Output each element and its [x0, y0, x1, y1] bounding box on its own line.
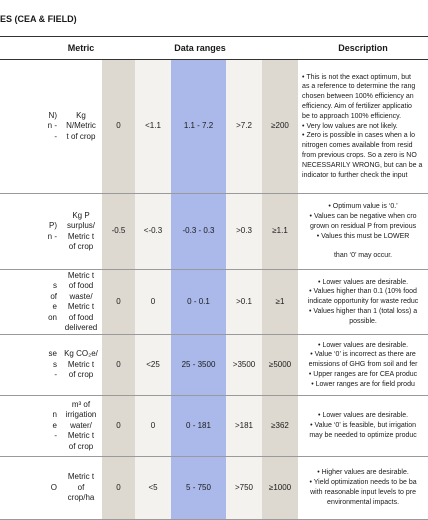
indicator-line: e [52, 302, 57, 311]
description-line: • Lower values are desirable. [318, 341, 409, 349]
description-line: efficiency. Aim of fertilizer applicatio [302, 103, 412, 110]
description-line: possible. [349, 317, 377, 325]
metric-line: water/ [70, 420, 92, 430]
metric-cell [60, 396, 102, 457]
description-line: • Yield optimization needs to be ba [309, 479, 417, 487]
metric-line: surplus/ [66, 221, 95, 230]
description-line: • Values higher than 1 (total loss) a [308, 307, 418, 315]
range-zero-cell: 0 [102, 60, 135, 194]
range-max-cell: ≥362 [262, 396, 298, 457]
range-zero-cell: 0 [102, 396, 135, 457]
metric-line: Kg P [72, 210, 90, 220]
description-line: • Values this must be LOWER [316, 232, 410, 240]
table-row [0, 270, 428, 335]
indicator-cell [0, 270, 60, 335]
metric-line: of [77, 482, 85, 492]
indicator-line: of [50, 291, 57, 301]
table-row [0, 396, 428, 457]
description-line: • Upper ranges are for CEA produc [308, 370, 418, 378]
indicator-line: O [50, 482, 57, 492]
range-target-cell: 0 - 0.1 [171, 270, 226, 335]
description-line: chosen between 100% efficiency an [302, 93, 414, 101]
description-cell [298, 270, 428, 335]
range-target-cell: 5 - 750 [171, 457, 226, 520]
indicator-cell [0, 457, 60, 520]
range-target-cell: 25 - 3500 [171, 335, 226, 396]
metric-header: Metric [60, 37, 102, 60]
indicator-line: P) [49, 221, 57, 230]
description-line: • Values can be negative when cro [309, 212, 417, 220]
indicator-cell [0, 335, 60, 396]
metric-line: m³ of [71, 399, 91, 409]
data-ranges-header: Data ranges [102, 37, 298, 60]
range-low-cell: 0 [135, 396, 171, 457]
metric-line: Metric t [67, 472, 95, 482]
indicator-table [0, 36, 428, 520]
description-cell [298, 194, 428, 270]
range-zero-cell: -0.5 [102, 194, 135, 270]
description-line: • This is not the exact optimum, but [302, 73, 411, 81]
metric-line: Metric t [67, 302, 95, 311]
indicator-line: - [54, 431, 57, 441]
metric-cell [60, 60, 102, 194]
range-zero-cell: 0 [102, 457, 135, 520]
metric-cell [60, 194, 102, 270]
indicator-line: n - [47, 231, 57, 241]
range-max-cell: ≥200 [262, 60, 298, 194]
range-high-cell: >0.1 [226, 270, 262, 335]
metric-line: of crop [68, 370, 94, 380]
range-high-cell: >3500 [226, 335, 262, 396]
indicator-line: N) [48, 110, 57, 120]
indicator-cell [0, 194, 60, 270]
description-line: NECESSARILY WRONG, but can be a [302, 161, 423, 169]
indicator-line: s [53, 359, 57, 369]
range-max-cell: ≥1 [262, 270, 298, 335]
metric-line: of crop [68, 441, 94, 451]
description-header: Description [298, 37, 428, 60]
range-low-cell: <1.1 [135, 60, 171, 194]
range-high-cell: >750 [226, 457, 262, 520]
indicator-line: se [48, 349, 57, 359]
description-line [302, 241, 424, 251]
description-line: indicate opportunity for waste reduc [307, 298, 419, 306]
description-line: • Higher values are desirable. [317, 469, 409, 477]
range-high-cell: >181 [226, 396, 262, 457]
description-line: grown on residual P from previous [310, 222, 417, 230]
indicator-line: n - [47, 121, 57, 131]
indicator-line: s [53, 281, 57, 290]
range-max-cell: ≥5000 [262, 335, 298, 396]
indicator-line: - [54, 370, 57, 380]
description-line: with reasonable input levels to pre [310, 489, 416, 496]
metric-line: t of crop [66, 131, 96, 141]
description-line: • Very low values are not likely. [302, 122, 398, 130]
indicator-line: - [54, 131, 57, 141]
description-line: may be needed to optimize produc [309, 431, 417, 439]
range-low-cell: 0 [135, 270, 171, 335]
description-cell [298, 335, 428, 396]
metric-line: Kg [76, 110, 86, 120]
range-high-cell: >7.2 [226, 60, 262, 194]
indicator-header [0, 37, 60, 60]
description-line: • Lower ranges are for field produ [311, 380, 415, 388]
indicator-cell [0, 396, 60, 457]
description-line: • Value ‘0’ is feasible, but irrigation [310, 422, 417, 430]
metric-cell [60, 270, 102, 335]
description-line: • Values higher than 0.1 (10% food [309, 288, 417, 296]
metric-cell [60, 457, 102, 520]
description-line: • Lower values are desirable. [318, 412, 409, 420]
indicator-line: n [52, 410, 57, 420]
description-cell [298, 457, 428, 520]
metric-cell [60, 335, 102, 396]
range-low-cell: <5 [135, 457, 171, 520]
metric-line: Metric t [67, 231, 95, 241]
range-low-cell: <25 [135, 335, 171, 396]
description-line: • Value ‘0’ is incorrect as there are [310, 351, 416, 359]
range-target-cell: 1.1 - 7.2 [171, 60, 226, 194]
table-heading: ES (CEA & FIELD) [0, 14, 77, 24]
metric-line: waste/ [69, 291, 93, 301]
metric-line: Metric t [67, 431, 95, 441]
metric-line: Metric t [67, 270, 95, 280]
metric-line: N/Metric [66, 121, 96, 131]
description-line: environmental impacts. [327, 498, 400, 506]
range-zero-cell: 0 [102, 270, 135, 335]
range-max-cell: ≥1.1 [262, 194, 298, 270]
metric-line: of food [68, 312, 94, 322]
metric-line: Metric t [67, 359, 95, 369]
metric-line: of crop [68, 242, 94, 251]
description-line: from previous crops. So a zero is NO [302, 151, 417, 159]
indicator-line: on [48, 312, 57, 322]
description-line: • Optimum value is ‘0.’ [328, 203, 398, 211]
description-line: indicator to further check the input [302, 171, 408, 179]
header-row [0, 37, 428, 60]
metric-line: irrigation [65, 410, 97, 420]
description-line: as a reference to determine the rang [302, 83, 416, 91]
description-line: • Zero is possible in cases when a lo [302, 132, 415, 140]
indicator-cell [0, 60, 60, 194]
description-line: be to approach 100% efficiency. [302, 112, 402, 120]
range-low-cell: <-0.3 [135, 194, 171, 270]
range-target-cell: -0.3 - 0.3 [171, 194, 226, 270]
table-row [0, 335, 428, 396]
description-cell [298, 60, 428, 194]
description-line: nitrogen comes available from resid [302, 142, 413, 150]
description-line: than ‘0’ may occur. [333, 252, 393, 260]
table-row [0, 457, 428, 520]
range-high-cell: >0.3 [226, 194, 262, 270]
table-row [0, 194, 428, 270]
indicator-line: e [52, 420, 57, 430]
metric-line: Kg CO₂e/ [64, 349, 98, 359]
description-line: emissions of GHG from soil and fer [308, 361, 418, 369]
metric-line: crop/ha [67, 493, 95, 503]
range-zero-cell: 0 [102, 335, 135, 396]
metric-line: delivered [64, 323, 98, 332]
description-cell [298, 396, 428, 457]
description-line: • Lower values are desirable. [318, 278, 409, 286]
table-row [0, 60, 428, 194]
range-max-cell: ≥1000 [262, 457, 298, 520]
range-target-cell: 0 - 181 [171, 396, 226, 457]
metric-line: of food [68, 281, 94, 290]
